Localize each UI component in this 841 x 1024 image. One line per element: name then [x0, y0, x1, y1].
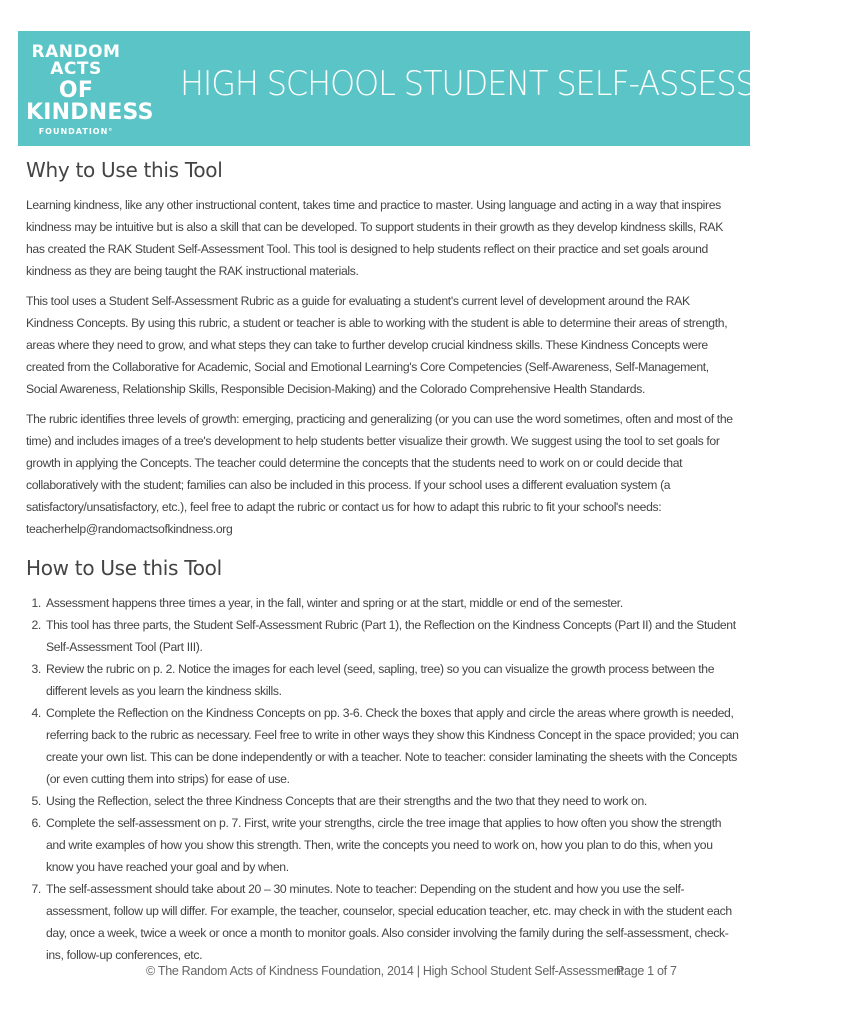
list-item: 7. The self-assessment should take about 20 – 30 minutes. Note to teacher: Depending on the student and how you use the self-assessment, follow up will differ. For example, the teacher, counselor, special education teacher, etc. may check in with the student each day, once a week, twice a week or once a month to monitor goals. Also consider involving the family during the self-assessment, check-ins, follow-up conferences, etc. [44, 878, 740, 966]
logo-line-3: FOUNDATION° [38, 127, 114, 136]
page-number: Page 1 of 7 [616, 964, 677, 978]
list-item: 3. Review the rubric on p. 2. Notice the images for each level (seed, sapling, tree) so you can visualize the growth process between the different levels as you learn the kindness skills. [44, 658, 740, 702]
list-item: 4. Complete the Reflection on the Kindness Concepts on pp. 3-6. Check the boxes that apply and circle the areas where growth is needed, referring back to the rubric as necessary. Feel free to write in other ways they show this Kindness Concept in the space provided; you can create your own list. This can be done independently or with a teacher. Note to teacher: consider laminating the sheets with the Concepts (or even cutting them into strips) for ease of use. [44, 702, 740, 790]
list-item: 2. This tool has three parts, the Student Self-Assessment Rubric (Part 1), the Reflection on the Kindness Concepts (Part II) and the Student Self-Assessment Tool (Part III). [44, 614, 740, 658]
why-paragraph-1: Learning kindness, like any other instructional content, takes time and practice to master. Using language and acting in a way that inspires kindness may be intuitive but is also a skill that can be developed. To support students in their growth as they develop kindness skills, RAK has created the RAK Student Self-Assessment Tool. This tool is designed to help students reflect on their practice and set goals around kindness as they are being taught the RAK instructional materials. [26, 198, 723, 278]
header-banner [18, 31, 841, 146]
list-item: 5. Using the Reflection, select the three Kindness Concepts that are their strengths and the two that they need to work on. [44, 790, 740, 812]
logo-line-2: OF KINDNESS [26, 78, 154, 125]
list-item: 6. Complete the self-assessment on p. 7. First, write your strengths, circle the tree image that applies to how often you show the strength and write examples of how you show this strength. Then, write the concepts you need to work on, how you plan to do this, when you know you have reached your goal and by when. [44, 812, 740, 878]
section-heading-how: How to Use this Tool [26, 556, 222, 580]
document-title: HIGH SCHOOL STUDENT SELF-ASSESSMENT [180, 64, 841, 104]
section-heading-why: Why to Use this Tool [26, 158, 223, 182]
footer-copyright: © The Random Acts of Kindness Foundation, 2014 | High School Student Self-Assessment [146, 964, 624, 978]
list-item: 1. Assessment happens three times a year, in the fall, winter and spring or at the start, middle or end of the semester. [44, 592, 740, 614]
why-paragraph-3: The rubric identifies three levels of growth: emerging, practicing and generalizing (or you can use the word sometimes, often and most of the time) and includes images of a tree's development to help students better visualize their growth. We suggest using the tool to set goals for growth in applying the Concepts. The teacher could determine the concepts that the students need to work on or could decide that collaboratively with the student; families can also be included in this process. If your school uses a different evaluation system (a satisfactory/unsatisfactory, etc.), feel free to adapt the rubric or contact us for how to adapt this rubric to fit your school's needs: teacherhelp@randomactsofkindness.org [26, 412, 733, 536]
logo-line-1: RANDOM ACTS [31, 42, 121, 79]
main-content [26, 150, 740, 966]
how-to-list [26, 592, 740, 966]
why-paragraph-2: This tool uses a Student Self-Assessment Rubric as a guide for evaluating a student's current level of development around the RAK Kindness Concepts. By using this rubric, a student or teacher is able to working with the student is able to determine their areas of strength, areas where they need to grow, and what steps they can take to further develop crucial kindness skills. These Kindness Concepts were created from the Collaborative for Academic, Social and Emotional Learning's Core Competencies (Self-Awareness, Self-Management, Social Awareness, Relationship Skills, Responsible Decision-Making) and the Colorado Comprehensive Health Standards. [26, 294, 728, 396]
rak-logo [26, 42, 154, 136]
